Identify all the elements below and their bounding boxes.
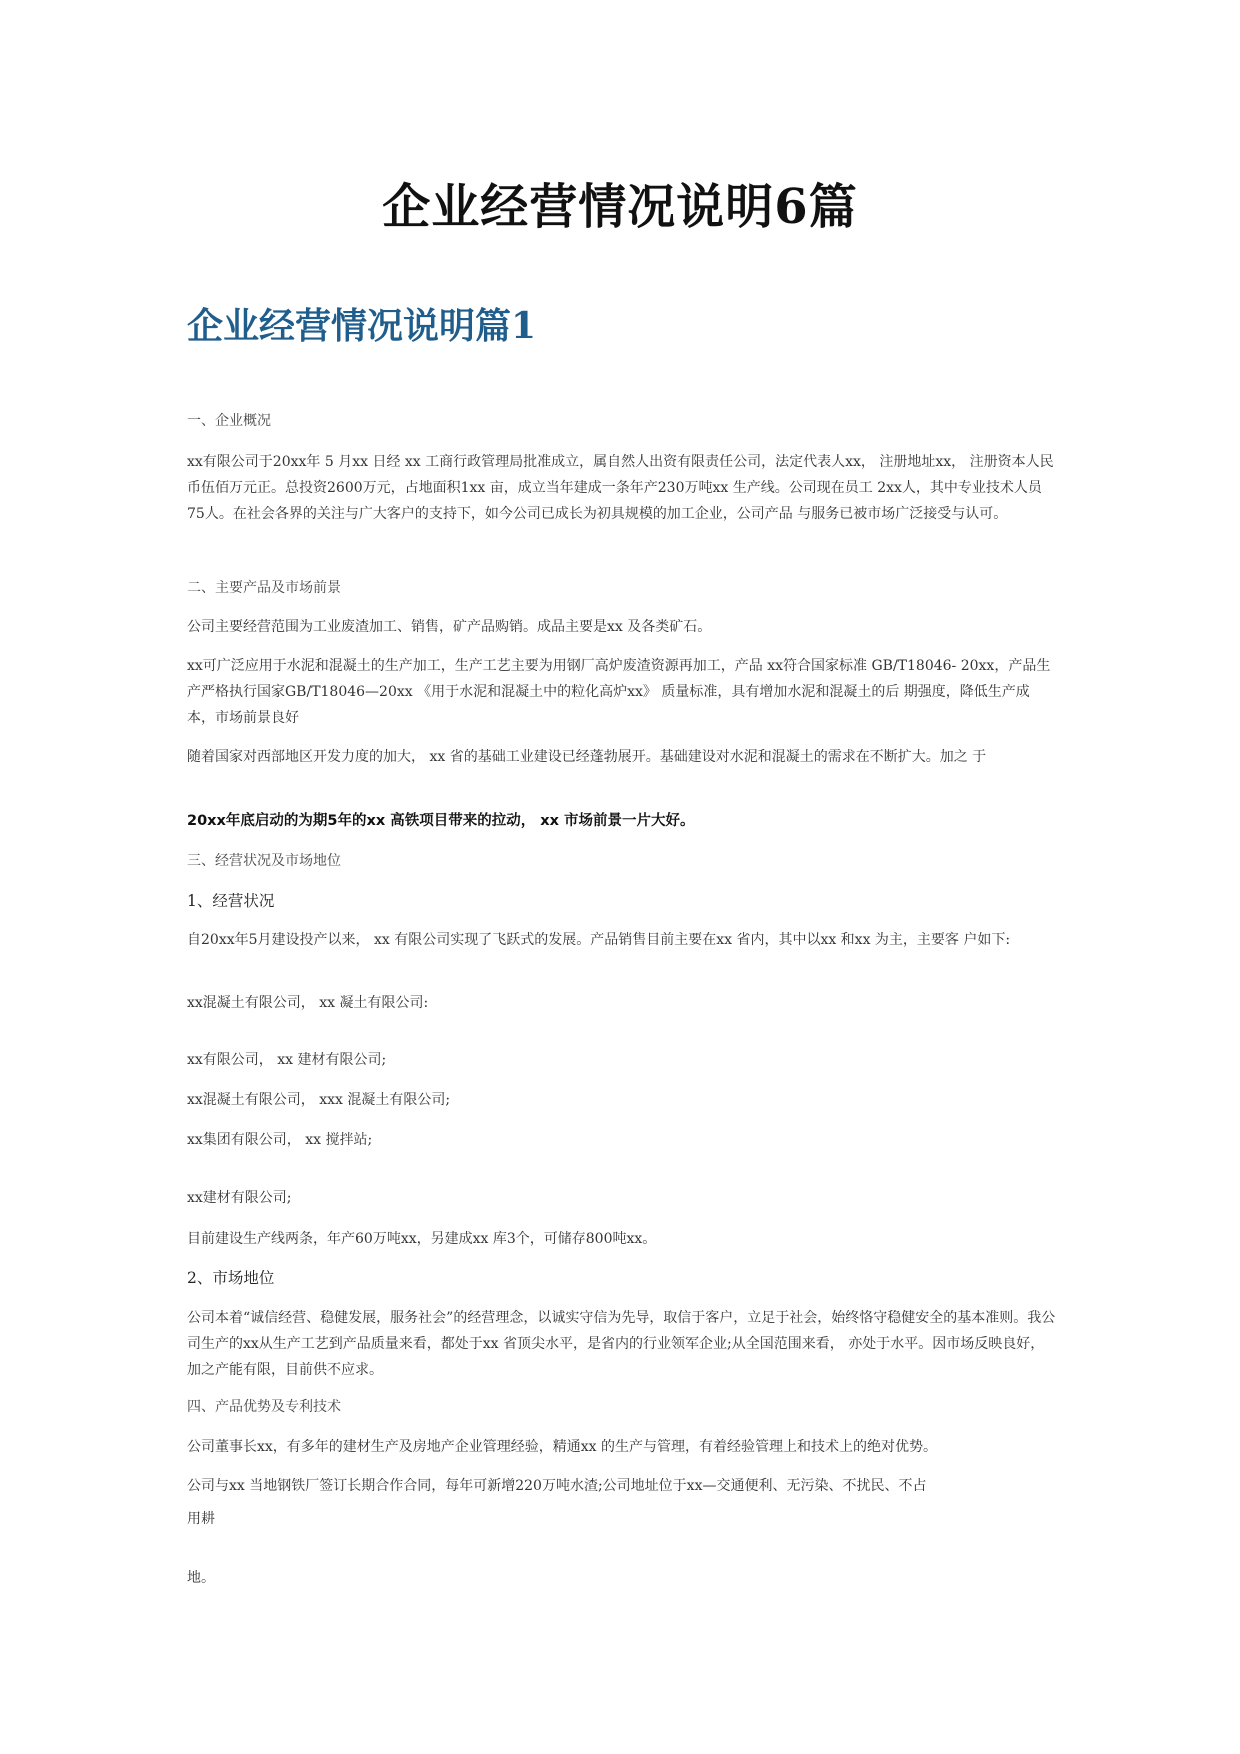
section-title: 企业经营情况说明篇1 [187, 305, 537, 347]
heading-product-advantages: 四、产品优势及专利技术 [187, 1399, 341, 1415]
heading-operations-position: 三、经营状况及市场地位 [187, 853, 341, 869]
list-item-customer: xx建材有限公司; [187, 1190, 292, 1206]
list-item-customer: xx混凝土有限公司， xxx 混凝土有限公司; [187, 1092, 451, 1108]
paragraph-business-scope: 公司主要经营范围为工业废渣加工、销售，矿产品购销。成品主要是xx 及各类矿石。 [187, 619, 712, 635]
subheading-operations: 1、经营状况 [187, 892, 275, 910]
paragraph-market-position: 公司本着“诚信经营、稳健发展，服务社会”的经营理念，以诚实守信为先导，取信于客户，立足于社会，始终恪守稳健安全的基本准则。我公司生产的xx从生产工艺到产品质量来看，都处于xx 省顶尖水平，是省内的行业领军企业;从全国范围来看， 亦处于水平。因市场反映良好，加之产能有限，目前供不应求。 [187, 1310, 1056, 1378]
heading-products-market: 二、主要产品及市场前景 [187, 580, 341, 596]
paragraph-cooperation-end: 地。 [187, 1570, 215, 1586]
paragraph-chairman: 公司董事长xx，有多年的建材生产及房地产企业管理经验，精通xx 的生产与管理，有着经验管理上和技术上的绝对优势。 [187, 1439, 938, 1455]
list-item-customer: xx有限公司， xx 建材有限公司; [187, 1052, 387, 1068]
heading-company-overview: 一、企业概况 [187, 413, 271, 429]
paragraph-production-lines: 目前建设生产线两条，年产60万吨xx，另建成xx 库3个，可储存800吨xx。 [187, 1231, 657, 1247]
paragraph-operations: 自20xx年5月建设投产以来， xx 有限公司实现了飞跃式的发展。产品销售目前主要在xx 省内，其中以xx 和xx 为主，主要客 户如下: [187, 932, 1011, 948]
list-item-customer: xx集团有限公司， xx 搅拌站; [187, 1132, 373, 1148]
paragraph-cooperation-continued: 用耕 [187, 1511, 215, 1527]
subheading-market-position: 2、市场地位 [187, 1269, 275, 1287]
paragraph-product-application: xx可广泛应用于水泥和混凝土的生产加工，生产工艺主要为用钢厂高炉废渣资源再加工，产品 xx符合国家标准 GB/T18046- 20xx，产品生产严格执行国家GB/T18046—20xx 《用于水泥和混凝土中的粒化高炉xx》 质量标准，具有增加水泥和混凝土的后 期强度，降低生产成本，市场前景良好 [187, 658, 1051, 726]
paragraph-cooperation: 公司与xx 当地钢铁厂签订长期合作合同，每年可新增220万吨水渣;公司地址位于xx—交通便利、无污染、不扰民、不占 [187, 1478, 927, 1494]
paragraph-company-overview: xx有限公司于20xx年 5 月xx 日经 xx 工商行政管理局批准成立，属自然人出资有限责任公司，法定代表人xx， 注册地址xx， 注册资本人民币伍佰万元正。总投资2600万元，占地面积1xx 亩，成立当年建成一条年产230万吨xx 生产线。公司现在员工 2xx人，其中专业技术人员75人。在社会各界的关注与广大客户的支持下，如今公司已成长为初具规模的加工企业，公司产品 与服务已被市场广泛接受与认可。 [187, 454, 1054, 522]
list-item-customer: xx混凝土有限公司， xx 凝土有限公司: [187, 995, 429, 1011]
paragraph-railway-project: 20xx年底启动的为期5年的xx 高铁项目带来的拉动， xx 市场前景一片大好。 [187, 813, 695, 829]
paragraph-market-demand: 随着国家对西部地区开发力度的加大， xx 省的基础工业建设已经蓬勃展开。基础建设对水泥和混凝土的需求在不断扩大。加之 于 [187, 749, 987, 765]
document-title: 企业经营情况说明6篇 [382, 179, 858, 235]
